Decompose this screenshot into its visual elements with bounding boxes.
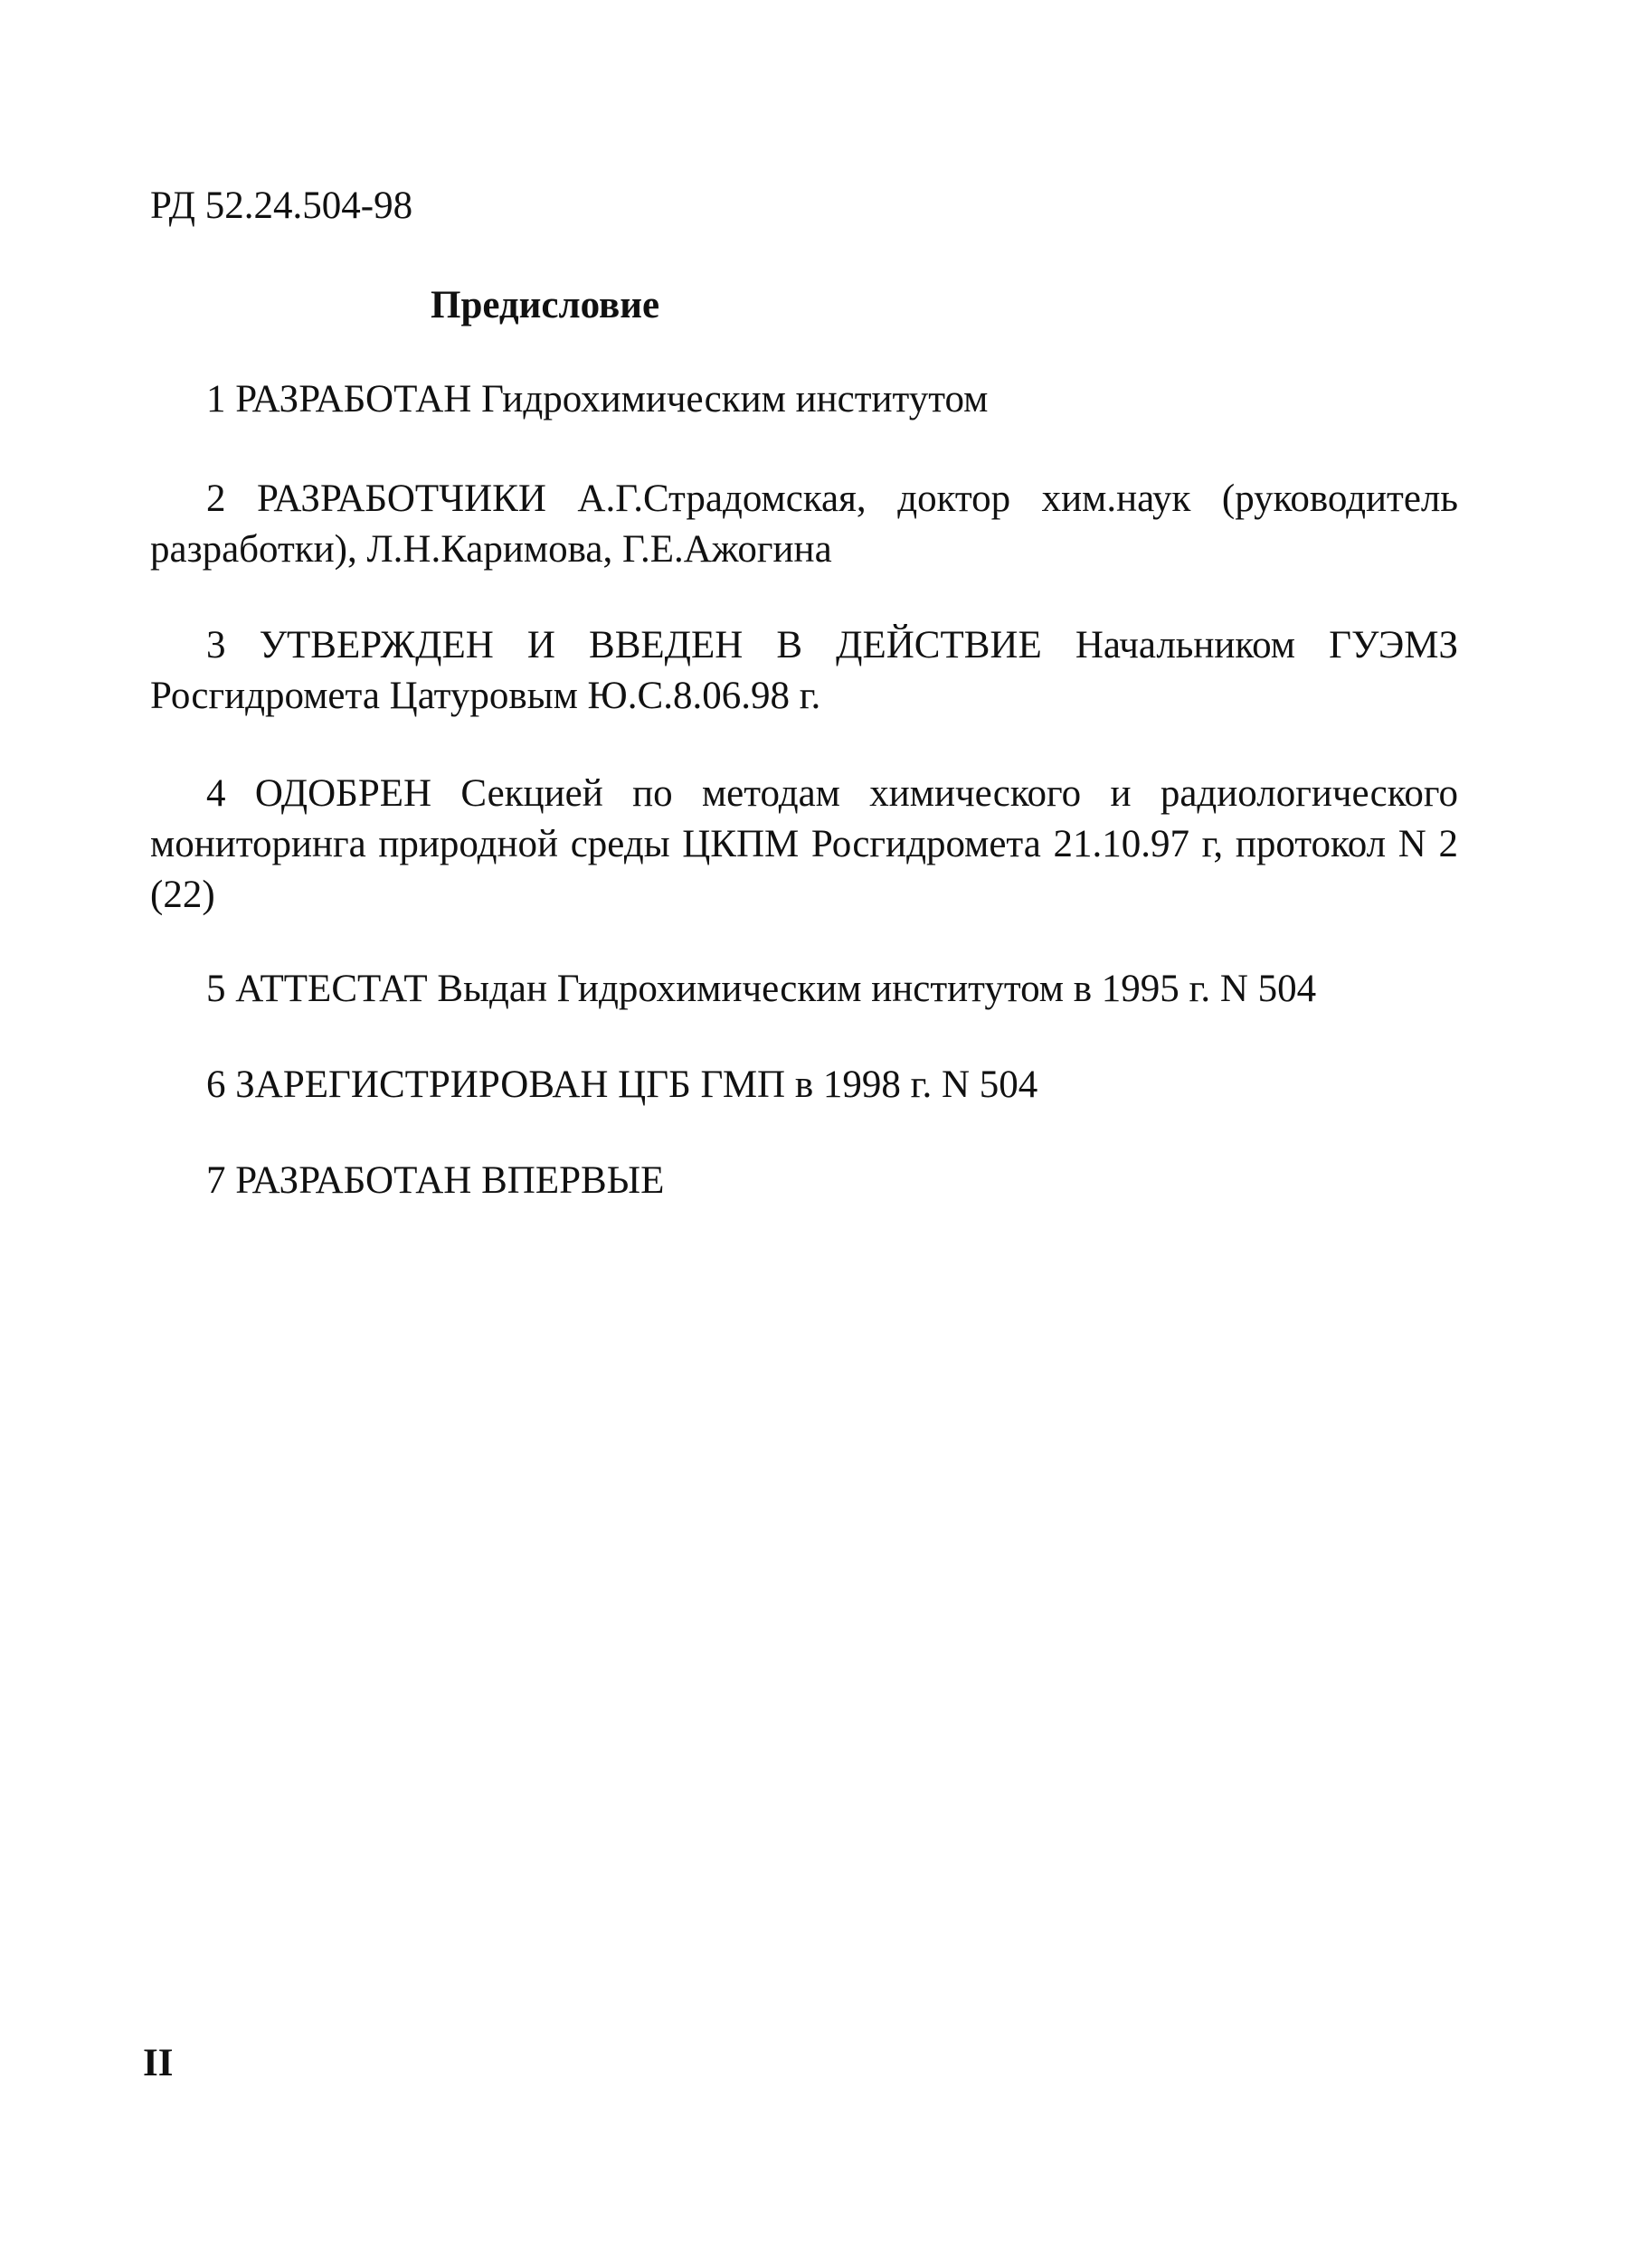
list-item: 3 УТВЕРЖДЕН И ВВЕДЕН В ДЕЙСТВИЕ Начальником ГУЭМЗ Росгидромета Цатуровым Ю.С.8.06.98 г. — [150, 624, 1458, 717]
page-title: Предисловие — [431, 284, 660, 326]
list-item: 5 АТТЕСТАТ Выдан Гидрохимическим институтом в 1995 г. N 504 — [206, 968, 1317, 1010]
list-item: 4 ОДОБРЕН Секцией по методам химического и радиологического мониторинга природной среды ЦКПМ Росгидромета 21.10.97 г, протокол N 2 (22) — [150, 772, 1458, 916]
document-code: РД 52.24.504-98 — [150, 184, 413, 227]
list-item: 1 РАЗРАБОТАН Гидрохимическим институтом — [206, 378, 989, 421]
list-item: 6 ЗАРЕГИСТРИРОВАН ЦГБ ГМП в 1998 г. N 504 — [206, 1063, 1038, 1106]
list-item: 2 РАЗРАБОТЧИКИ А.Г.Страдомская, доктор хим.наук (руководитель разработки), Л.Н.Каримова, Г.Е.Ажогина — [150, 477, 1458, 571]
page-number: II — [143, 2042, 174, 2084]
list-item: 7 РАЗРАБОТАН ВПЕРВЫЕ — [206, 1159, 665, 1202]
